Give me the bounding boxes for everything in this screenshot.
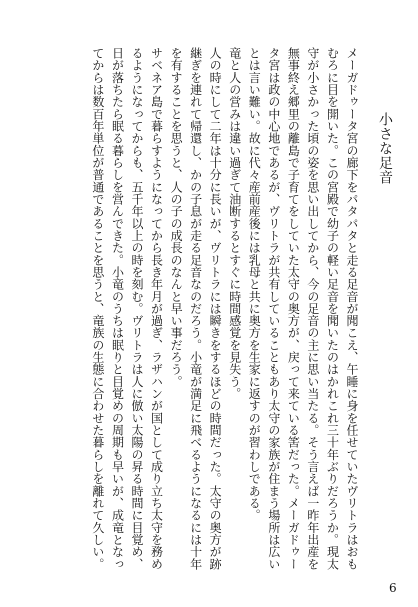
body-line-14: てからは数百年単位が普通であることを思うと、竜族の生態に合わせた暮らしを離れて久しい。	[90, 47, 105, 570]
body-line-11: サベネア島で暮らすようになってから長き年月が過ぎ、ラザハンが国として成り立ち太守を務め	[149, 47, 164, 570]
body-line-7: 竜と人の営みは違い過ぎて油断するとすぐに時間感覚を見失う。	[227, 47, 242, 400]
body-line-4: 無事終え郷里の離島で子育てをしていた太守の奥方が、戻って来ている筈だった。メーガドゥー	[286, 47, 301, 570]
chapter-title: 小さな足音	[377, 112, 393, 185]
body-line-8: 人の時にして二年は十分に長いが、ヴリトラには瞬きをするほどの時間だった。太守の奥方が跡	[208, 47, 223, 570]
body-line-10: を有することを思うと、人の子の成長のなんと早い事だろう。	[169, 47, 184, 388]
page-number: 6	[389, 581, 397, 595]
body-text	[87, 47, 361, 577]
body-line-1: メーガドゥータ宮の廊下をパタパタと走る足音が聞こえ、午睡に身を任せていたヴリトラはおも	[345, 47, 359, 570]
body-line-2: むろに目を開いた。この宮殿で幼子の軽い足音を聞いたのはかれこれ三十年ぶりだろうか。現太	[325, 47, 340, 570]
body-line-3: 守が小さかった頃の姿を思い出してから、今の足音の主に思い当たる。そう言えば一昨年出産を	[305, 47, 320, 570]
body-line-5: タ宮は政の中心地であるが、ヴリトラが共有していることもあり太守の家族が住まう場所は広い	[266, 47, 281, 570]
body-line-6: とは言い難い。故に代々産前産後には乳母と共に奥方を生家に返すのが習わしである。	[247, 47, 262, 522]
body-line-13: 日が落ちたら眠る暮らしを営んできた。小竜のうちは眠りと目覚めの周期も早いが、成竜となっ	[110, 47, 125, 570]
body-line-9: 継ぎを連れて帰還し、かの子息が走る足音なのだろう。小竜が満足に飛べるようになるには十年	[188, 47, 203, 570]
body-line-12: るようになってからも、五千年以上の時を刻む。ヴリトラは人に倣い太陽の昇る時間に目覚め、	[129, 47, 144, 570]
